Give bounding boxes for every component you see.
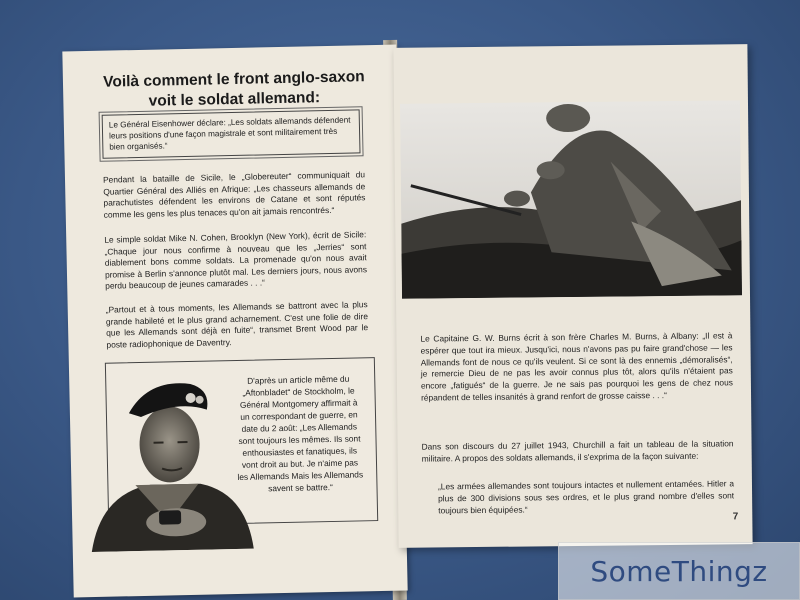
right-page <box>393 44 752 548</box>
montgomery-portrait-image <box>78 371 257 553</box>
soldiers-photo <box>400 100 742 299</box>
page-title: Voilà comment le front anglo-saxon voit le soldat allemand: <box>103 68 365 110</box>
eisenhower-quote-box: Le Général Eisenhower déclare: „Les soldats allemands défendent leurs positions d'une façon magistrale et sont militairement très bien organisés.“ <box>102 109 361 158</box>
paragraph-churchill-quote: „Les armées allemandes sont toujours intactes et nullement entamées. Hitler a plus de 300 divisions sous ses ordres, et le plus grand nombre d'elles sont toujours bien équipées.“ <box>437 478 735 516</box>
paragraph-brent-wood: „Partout et à tous moments, les Allemands se battront avec la plus grande habileté et le plus grand acharnement. C'est une folie de dire que les Allemands sont déjà en fuite“, transmet Brent Wood par le poste radiophonique de Daventry. <box>105 299 369 350</box>
montgomery-caption: D'après un article même du „Aftonbladet“ de Stockholm, le Général Montgomery affirmait à un correspondant de guerre, en date du 2 août: „Les Allemands sont toujours les mêmes. Ils sont enthousiastes et fanatiques, ils vont droit au but. Je n'aime pas les Allemands Mais les Allemands savent se battre.“ <box>237 373 364 494</box>
page-number: 7 <box>732 511 739 523</box>
paragraph-burns: Le Capitaine G. W. Burns écrit à son frère Charles M. Burns, à Albany: „Il est à espérer que tout ira mieux. Jusqu'ici, nous n'avons pas pu faire grand'chose — les Allemands font de nous ce qu'ils veulent. Si ce sont là des ennemis „démoralisés“, je remercie Dieu de ne pas les avoir connus plus tôt, alors qu'ils n'étaient pas encore „fatigués“ de la guerre. Je ne sais pas pourquoi les gens de chez nous répandent de telles insanités à grand renfort de grosse caisse . . .“ <box>420 330 733 403</box>
somethingz-watermark: SomeThingz <box>558 542 800 600</box>
left-page <box>62 45 407 598</box>
montgomery-box <box>105 357 378 527</box>
paragraph-churchill-intro: Dans son discours du 27 juillet 1943, Churchill a fait un tableau de la situation militaire. A propos des soldats allemands, il s'exprima de la façon suivante: <box>421 438 734 464</box>
paragraph-cohen: Le simple soldat Mike N. Cohen, Brooklyn (New York), écrit de Sicile: „Chaque jour nous confirme à nouveau que les „Jerries“ sont diablement bons comme soldats. La promenade qu'on nous avait promise à Berlin s'annonce plutôt mal. Les derniers jours, nous avons perdu beaucoup de jeunes camarades . . .“ <box>104 229 368 291</box>
paragraph-globereuter: Pendant la bataille de Sicile, le „Globereuter“ communiquait du Quartier Général des Alliés en Afrique: „Les chasseurs allemands de parachutistes défendent les environs de Catane et sont réputés comme les gens les plus tenaces qu'on ait jamais rencontrés.“ <box>102 169 366 220</box>
